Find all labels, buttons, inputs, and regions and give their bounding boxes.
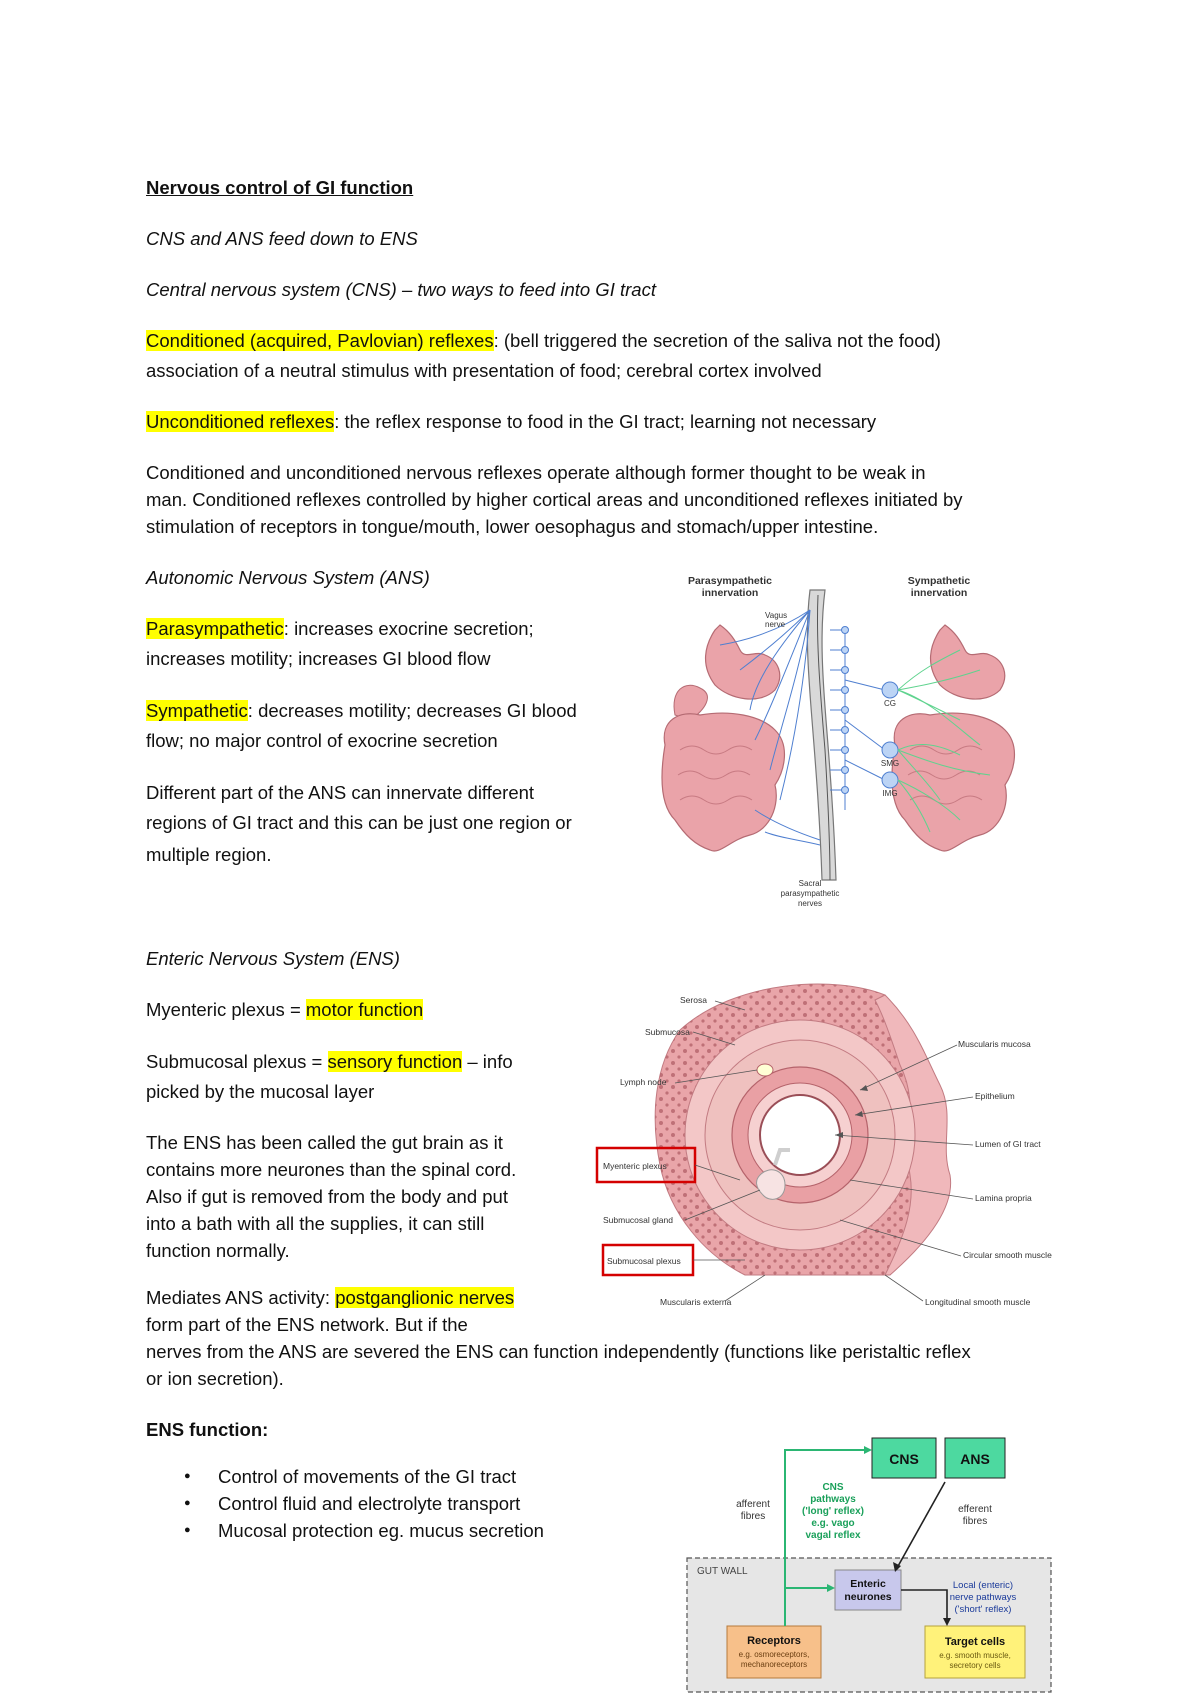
target-label: Target cells — [944, 1636, 1006, 1648]
gutbrain-line-1: The ENS has been called the gut brain as it — [146, 1132, 503, 1153]
efferent-label-2: fibres — [962, 1516, 988, 1527]
ens-function-list — [146, 1463, 544, 1544]
gutbrain-line-4: into a bath with all the supplies, it can still — [146, 1213, 485, 1234]
efferent-label-1: efferent — [958, 1504, 992, 1515]
reflex-para-3: stimulation of receptors in tongue/mouth, lower oesophagus and stomach/upper intestine. — [146, 516, 879, 537]
enteric-neurones-box — [835, 1570, 901, 1610]
muscularis-externa-label: Muscularis externa — [660, 1297, 732, 1307]
local-label-1: Local (enteric) — [952, 1580, 1014, 1591]
local-label-3: ('short' reflex) — [954, 1604, 1012, 1615]
ans-innervation-figure — [660, 570, 1060, 915]
ens-function-heading: ENS function: — [146, 1419, 269, 1440]
stomach-left-shape — [706, 625, 780, 699]
gi-wall-figure — [585, 975, 1070, 1310]
cg-label: CG — [884, 699, 896, 708]
lamina-propria-label: Lamina propria — [975, 1193, 1032, 1203]
sacral-label-2: parasympathetic — [780, 889, 840, 898]
sacral-label-3: nerves — [797, 899, 823, 908]
submucosa-label: Submucosa — [645, 1027, 690, 1037]
sympathetic-text: : decreases motility; decreases GI blood — [247, 700, 577, 721]
conditioned-text: : (bell triggered the secretion of the saliva not the food) — [493, 330, 941, 351]
serosa-label: Serosa — [680, 995, 707, 1005]
mediates-text: Mediates ANS activity: — [146, 1287, 336, 1308]
submucosal-plexus-label: Submucosal plexus — [607, 1256, 681, 1266]
epithelium-label: Epithelium — [975, 1091, 1015, 1101]
lymph-node-shape — [757, 1064, 773, 1076]
img-label: IMG — [882, 789, 898, 798]
conditioned-label: Conditioned (acquired, Pavlovian) reflexes — [146, 330, 494, 351]
spinal-cord-shape — [807, 590, 836, 880]
cns-ways-line: Central nervous system (CNS) – two ways to feed into GI tract — [146, 279, 656, 300]
myenteric-plexus-label: Myenteric plexus — [603, 1161, 667, 1171]
reflex-para-2: man. Conditioned reflexes controlled by higher cortical areas and unconditioned reflexes initiated by — [146, 489, 963, 510]
vagus-label-1: Vagus — [765, 611, 788, 620]
mediates-line — [146, 1284, 514, 1311]
gutbrain-line-5: function normally. — [146, 1240, 290, 1261]
receptors-label: Receptors — [747, 1635, 801, 1647]
page-title: Nervous control of GI function — [146, 177, 414, 198]
gut-wall-label: GUT WALL — [697, 1566, 748, 1577]
mediates-line-4: or ion secretion). — [146, 1368, 284, 1389]
enteric-label-1: Enteric — [850, 1578, 886, 1590]
parasympathetic-label: Parasympathetic — [146, 618, 284, 639]
mediates-line-2: form part of the ENS network. But if the — [146, 1314, 468, 1335]
local-label-2: nerve pathways — [949, 1592, 1017, 1603]
longitudinal-muscle-label: Longitudinal smooth muscle — [925, 1297, 1031, 1307]
intestines-right-shape — [892, 713, 1014, 851]
ans-box-label: ANS — [960, 1451, 990, 1467]
ens-flow-figure — [685, 1420, 1055, 1695]
cns-box-label: CNS — [889, 1451, 919, 1467]
stomach-right-shape — [931, 625, 1005, 699]
lymph-node-label: Lymph node — [620, 1077, 667, 1087]
different-line-2: regions of GI tract and this can be just one region or — [146, 812, 572, 833]
mediates-line-3: nerves from the ANS are severed the ENS can function independently (functions like peristaltic reflex — [146, 1341, 971, 1362]
lumen-label: Lumen of GI tract — [975, 1139, 1041, 1149]
mediates-highlight: postganglionic nerves — [335, 1287, 515, 1308]
circular-muscle-label: Circular smooth muscle — [963, 1250, 1052, 1260]
myenteric-text: Myenteric plexus = — [146, 999, 306, 1020]
unconditioned-text: : the reflex response to food in the GI tract; learning not necessary — [334, 411, 877, 432]
cns-pathways-4: e.g. vago — [811, 1518, 855, 1529]
sympathetic-line — [146, 697, 577, 724]
ans-heading: Autonomic Nervous System (ANS) — [146, 567, 430, 588]
sympathetic-label: Sympathetic — [146, 700, 248, 721]
submucosal-text: Submucosal plexus = — [146, 1051, 328, 1072]
sympathetic-title: Sympathetic — [907, 575, 971, 587]
parasympathetic-text: : increases exocrine secretion; — [283, 618, 534, 639]
submucosal-post: – info — [462, 1051, 513, 1072]
intestines-left-shape — [662, 713, 784, 851]
gutbrain-line-3: Also if gut is removed from the body and put — [146, 1186, 508, 1207]
sympathetic-line-2: flow; no major control of exocrine secretion — [146, 730, 498, 751]
vagus-label-2: nerve — [765, 620, 786, 629]
parasympathetic-title: Parasympathetic — [687, 575, 773, 587]
cns-pathways-5: vagal reflex — [805, 1530, 861, 1541]
submucosal-line — [146, 1048, 513, 1075]
receptors-sub-1: e.g. osmoreceptors, — [738, 1650, 810, 1659]
cns-pathways-3: ('long' reflex) — [802, 1506, 864, 1517]
target-sub-2: secretory cells — [949, 1661, 1001, 1670]
afferent-label-1: afferent — [736, 1499, 770, 1510]
submucosal-line-2: picked by the mucosal layer — [146, 1081, 375, 1102]
cns-pathways-2: pathways — [810, 1494, 856, 1505]
receptors-sub-2: mechanoreceptors — [740, 1660, 808, 1669]
list-item: ● Control fluid and electrolyte transport — [146, 1490, 544, 1517]
target-sub-1: e.g. smooth muscle, — [939, 1651, 1011, 1660]
ens-heading: Enteric Nervous System (ENS) — [146, 948, 400, 969]
afferent-label-2: fibres — [740, 1511, 766, 1522]
conditioned-line — [146, 327, 941, 354]
sacral-label-1: Sacral — [798, 879, 822, 888]
reflex-para-1: Conditioned and unconditioned nervous reflexes operate although former thought to be weak in — [146, 462, 926, 483]
list-item: ● Control of movements of the GI tract — [146, 1463, 544, 1490]
parasympathetic-line-2: increases motility; increases GI blood flow — [146, 648, 491, 669]
gutbrain-line-2: contains more neurones than the spinal cord. — [146, 1159, 517, 1180]
enteric-label-2: neurones — [844, 1591, 892, 1603]
smg-label: SMG — [880, 759, 900, 768]
myenteric-line — [146, 996, 423, 1023]
muscularis-mucosa-label: Muscularis mucosa — [958, 1039, 1031, 1049]
lumen-shape — [760, 1095, 840, 1175]
different-line-3: multiple region. — [146, 844, 272, 865]
innervation-left-title: innervation — [701, 587, 759, 599]
unconditioned-line — [146, 408, 876, 435]
submucosal-highlight: sensory function — [327, 1051, 463, 1072]
unconditioned-label: Unconditioned reflexes — [146, 411, 335, 432]
list-item: ● Mucosal protection eg. mucus secretion — [146, 1517, 544, 1544]
different-line-1: Different part of the ANS can innervate different — [146, 782, 535, 803]
conditioned-line-2: association of a neutral stimulus with presentation of food; cerebral cortex involved — [146, 360, 822, 381]
sympathetic-chain — [830, 627, 898, 811]
cns-pathways-1: CNS — [822, 1482, 844, 1493]
innervation-right-title: innervation — [910, 587, 968, 599]
parasympathetic-line — [146, 615, 534, 642]
cns-ans-line: CNS and ANS feed down to ENS — [146, 228, 418, 249]
submucosal-gland-label: Submucosal gland — [603, 1215, 673, 1225]
myenteric-highlight: motor function — [305, 999, 424, 1020]
